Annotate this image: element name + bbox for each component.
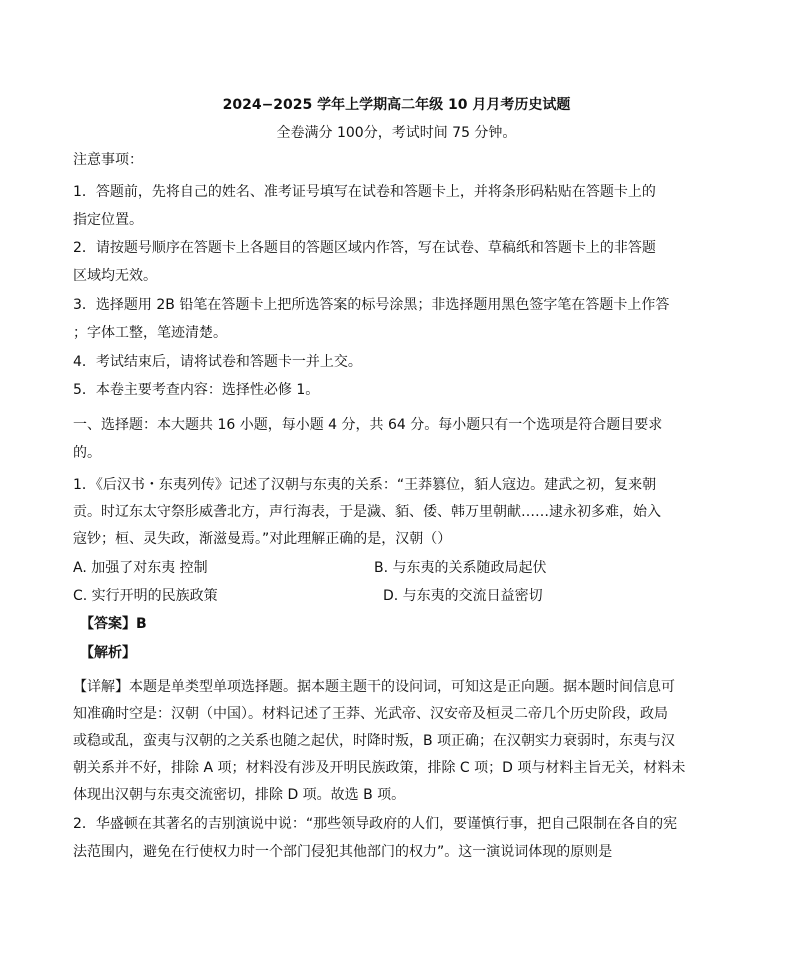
- analysis-text: 或稳或乱，蛮夷与汉朝的之关系也随之起伏，时降时叛，B 项正确；在汉朝实力衰弱时，东夷与汉: [73, 733, 676, 749]
- notice-item: 2．请按题号顺序在答题卡上各题目的答题区域内作答，写在试卷、草稿纸和答题卡上的非答题: [73, 240, 656, 256]
- analysis-text: 朝关系并不好，排除 A 项；材料没有涉及开明民族政策，排除 C 项；D 项与材料主旨无关，材料未: [73, 760, 686, 776]
- analysis-label: 【解析】: [80, 645, 136, 661]
- analysis-text: 知准确时空是：汉朝（中国）。材料记述了王莽、光武帝、汉安帝及桓灵二帝几个历史阶段，政局: [73, 706, 668, 722]
- option-d: D. 与东夷的交流日益密切: [383, 588, 543, 604]
- notice-item: 区域均无效。: [73, 268, 157, 284]
- question-1-stem: 1．《后汉书・东夷列传》记述了汉朝与东夷的关系：“王莽篡位，貊人寇边。建武之初，复来朝: [73, 477, 657, 493]
- option-a: A. 加强了对东夷 控制: [73, 560, 208, 576]
- notice-heading: 注意事项：: [73, 152, 143, 168]
- answer-label: 【答案】B: [80, 616, 147, 632]
- notice-item: 5．本卷主要考查内容：选择性必修 1。: [73, 382, 320, 398]
- question-1-stem: 寇钞；桓、灵失政，渐滋曼焉。”对此理解正确的是，汉朝（）: [73, 531, 452, 547]
- question-1-stem: 贡。时辽东太守祭肜威詟北方，声行海表，于是濊、貊、倭、韩万里朝献……逮永初多难，始入: [73, 504, 661, 520]
- option-b: B. 与东夷的关系随政局起伏: [374, 560, 547, 576]
- exam-subtitle: 全卷满分 100分，考试时间 75 分钟。: [276, 125, 517, 141]
- question-2-stem: 法范围内，避免在行使权力时一个部门侵犯其他部门的权力”。这一演说词体现的原则是: [73, 844, 613, 860]
- analysis-text: 体现出汉朝与东夷交流密切，排除 D 项。故选 B 项。: [73, 787, 406, 803]
- analysis-text: 【详解】本题是单类型单项选择题。据本题主题干的设问词，可知这是正向题。据本题时间信息可: [73, 679, 675, 695]
- notice-item: 4．考试结束后，请将试卷和答题卡一并上交。: [73, 354, 362, 370]
- notice-item: 1．答题前，先将自己的姓名、准考证号填写在试卷和答题卡上，并将条形码粘贴在答题卡上的: [73, 184, 656, 200]
- notice-item: 指定位置。: [73, 212, 143, 228]
- notice-item: ；字体工整，笔迹清楚。: [73, 325, 227, 341]
- option-c: C. 实行开明的民族政策: [73, 588, 218, 604]
- question-2-stem: 2．华盛顿在其著名的吉别演说中说：“那些领导政府的人们，要谨慎行事，把自己限制在各自的宪: [73, 816, 678, 832]
- section-heading: 一、选择题：本大题共 16 小题，每小题 4 分，共 64 分。每小题只有一个选项是符合题目要求: [73, 417, 663, 433]
- exam-title: 2024−2025 学年上学期高二年级 10 月月考历史试题: [222, 97, 571, 113]
- notice-item: 3．选择题用 2B 铅笔在答题卡上把所选答案的标号涂黑；非选择题用黑色签字笔在答题卡上作答: [73, 297, 670, 313]
- section-heading-cont: 的。: [73, 445, 101, 461]
